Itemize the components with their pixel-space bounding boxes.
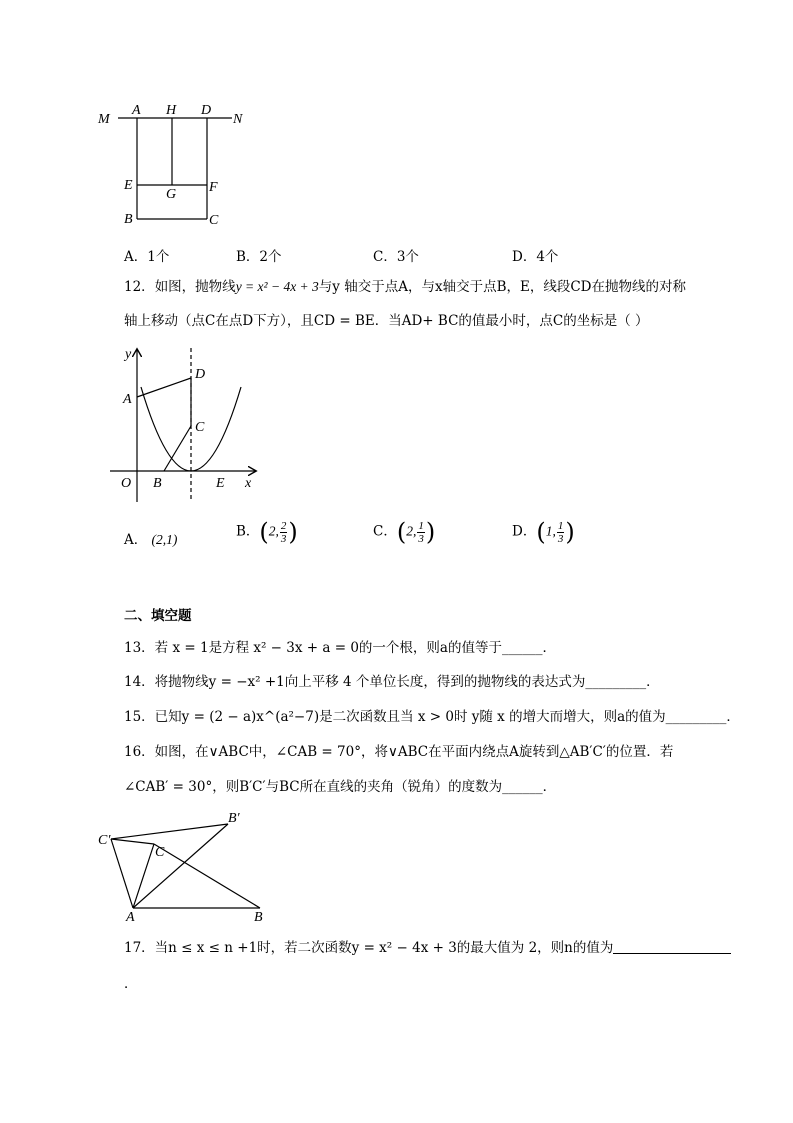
label-C: C <box>155 845 165 860</box>
label-B: B <box>153 476 162 491</box>
label-H: H <box>166 103 177 118</box>
label-A: A <box>132 103 141 118</box>
q17-end: ． <box>124 976 138 992</box>
q17-text: 17．当n ≤ x ≤ n +1时，若二次函数y = x² − 4x + 3的最大值为 2，则n的值为 <box>124 938 731 958</box>
q16-line2: ∠CAB′ = 30°，则B′C′与BC所在直线的夹角（锐角）的度数为______． <box>124 779 557 795</box>
figure-q16-rotation <box>92 808 282 923</box>
q17-answer-blank <box>613 941 731 954</box>
q12-option-c: C．(2, $\frac{1}{3}$ ) <box>373 518 436 546</box>
label-x: x <box>245 476 252 491</box>
label-C: C <box>195 420 205 435</box>
q16-line1: 16．如图，在∨ABC中，∠CAB = 70°，将∨ABC在平面内绕点A旋转到△AB′C′的位置．若 <box>124 744 674 760</box>
label-N: N <box>233 112 243 127</box>
figure-q12-parabola <box>105 340 265 505</box>
label-E: E <box>216 476 225 491</box>
label-B: B <box>124 212 133 227</box>
label-D: D <box>195 367 206 382</box>
label-E: E <box>124 178 133 193</box>
label-M: M <box>98 112 110 127</box>
label-A: A <box>123 392 132 407</box>
q11-option-d: D．4个 <box>512 249 559 265</box>
section-title-fill-in: 二、填空题 <box>124 608 192 624</box>
q12-option-d: D．(1, $\frac{1}{3}$ ) <box>512 518 575 546</box>
q11-option-b: B．2个 <box>236 249 282 265</box>
label-C: C <box>209 213 219 228</box>
q15-text: 15．已知y = (2 − a)x^(a²−7)是二次函数且当 x > 0时 y随 x 的增大而增大，则a的值为_________． <box>124 709 740 725</box>
q14-text: 14．将抛物线y = −x² +1向上平移 4 个单位长度，得到的抛物线的表达式为_________． <box>124 674 660 690</box>
figure-q11 <box>90 100 260 235</box>
q11-option-a: A．1个 <box>124 249 170 265</box>
label-C-prime: C′ <box>98 833 111 848</box>
label-D: D <box>201 103 212 118</box>
q12-line2: 轴上移动（点C在点D下方），且CD = BE．当AD+ BC的值最小时，点C的坐标是（ ） <box>124 313 649 329</box>
q12-line1: 12．如图，抛物线y = x² − 4x + 3与y 轴交于点A，与x轴交于点B，E，线段CD在抛物线的对称 <box>124 279 687 295</box>
q13-text: 13．若 x = 1是方程 x² − 3x + a = 0的一个根，则a的值等于______． <box>124 640 556 656</box>
label-G: G <box>166 187 177 202</box>
q11-option-c: C．3个 <box>373 249 419 265</box>
label-O: O <box>121 476 132 491</box>
label-F: F <box>209 180 218 195</box>
q12-option-a: A． (2,1) <box>124 532 178 548</box>
label-A: A <box>126 910 135 923</box>
label-B-prime: B′ <box>228 811 240 826</box>
q12-option-b: B．(2, $\frac{2}{3}$ ) <box>236 518 298 546</box>
label-y: y <box>125 347 132 362</box>
label-B: B <box>254 910 263 923</box>
